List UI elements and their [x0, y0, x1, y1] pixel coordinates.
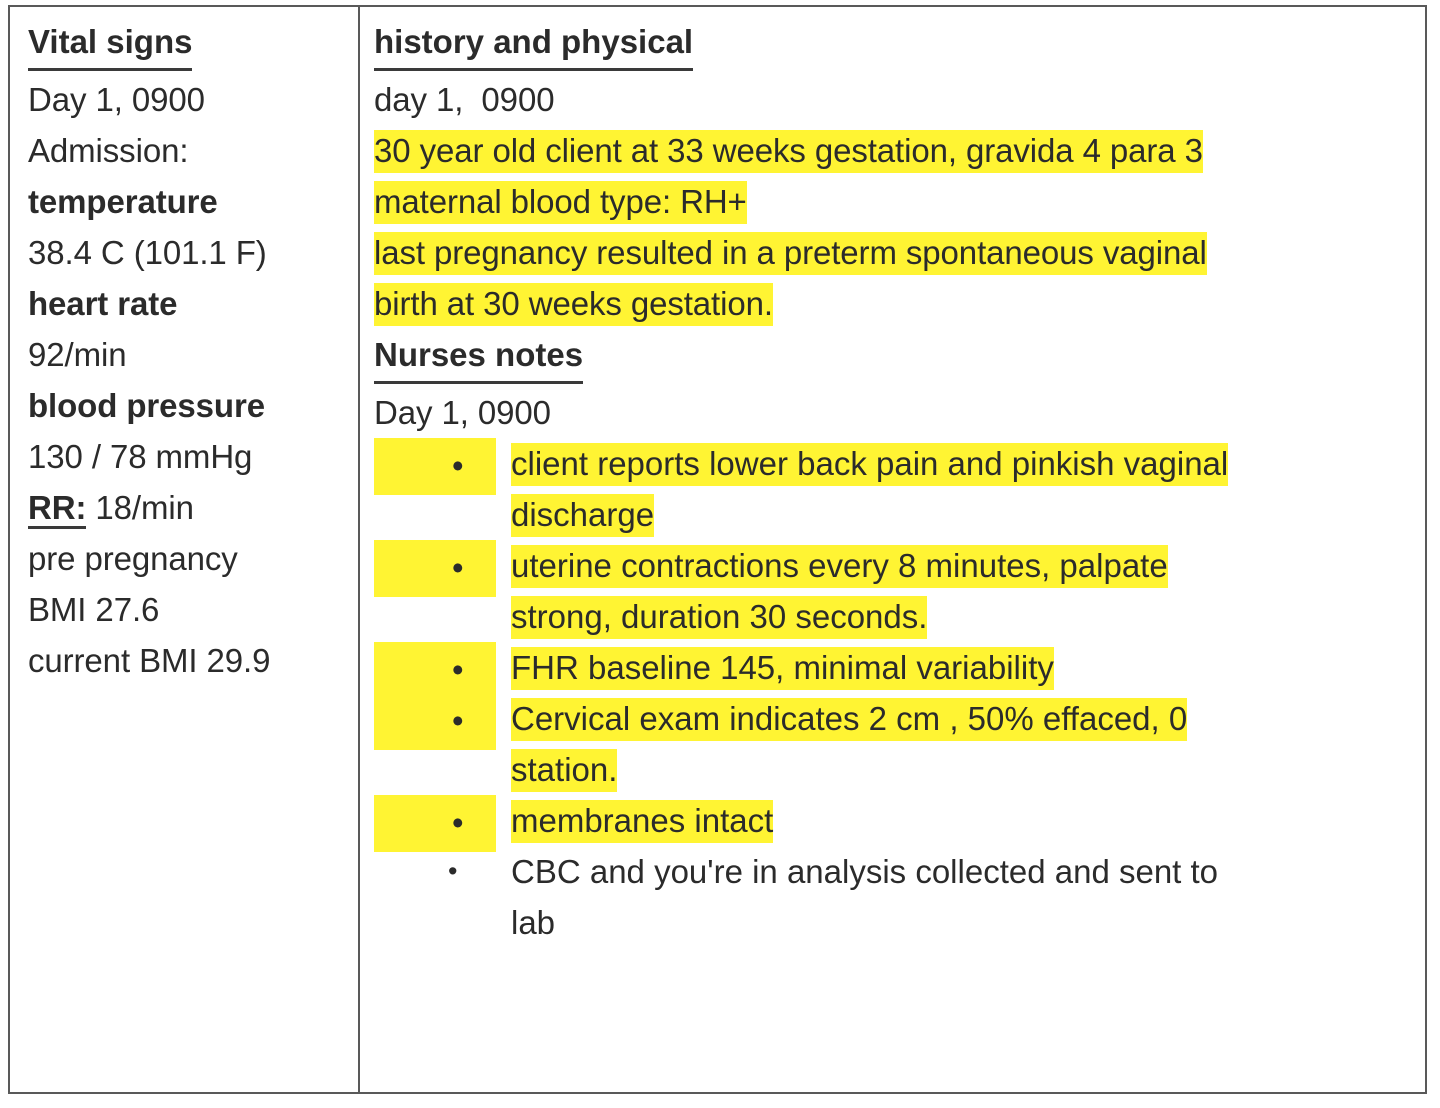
respiratory-rate-value: 18/min	[86, 489, 194, 526]
history-line-2	[374, 176, 1425, 227]
list-item	[374, 846, 1425, 948]
list-item-line: lab	[511, 904, 556, 941]
notes-cell	[360, 7, 1425, 1092]
vital-signs-heading-wrap	[28, 16, 358, 74]
vitals-datetime: Day 1, 0900	[28, 81, 205, 118]
list-item-line: client reports lower back pain and pinkish vaginal	[511, 443, 1228, 486]
history-line-4-text: birth at 30 weeks gestation.	[374, 283, 773, 326]
history-line-4	[374, 278, 1425, 329]
list-item	[374, 693, 1425, 795]
bullet-icon: •	[374, 438, 496, 495]
history-line-1	[374, 125, 1425, 176]
history-datetime: day 1, 0900	[374, 81, 555, 118]
pre-pregnancy-bmi-value: BMI 27.6	[28, 591, 160, 628]
list-item-line: uterine contractions every 8 minutes, palpate	[511, 545, 1168, 588]
history-line-2-text: maternal blood type: RH+	[374, 181, 747, 224]
bullet-icon: •	[374, 693, 496, 750]
heart-rate-label: heart rate	[28, 285, 178, 322]
bullet-icon: •	[448, 856, 458, 886]
history-line-1-text: 30 year old client at 33 weeks gestation, gravida 4 para 3	[374, 130, 1203, 173]
list-item	[374, 642, 1425, 693]
temperature-value: 38.4 C (101.1 F)	[28, 234, 267, 271]
heart-rate-value: 92/min	[28, 336, 127, 373]
list-item-line: FHR baseline 145, minimal variability	[511, 647, 1054, 690]
nurses-notes-datetime: Day 1, 0900	[374, 394, 551, 431]
history-and-physical-heading: history and physical	[374, 16, 693, 71]
blood-pressure-label: blood pressure	[28, 387, 265, 424]
current-bmi-value: current BMI 29.9	[28, 642, 271, 679]
temperature-label: temperature	[28, 183, 218, 220]
list-item-line: station.	[511, 749, 617, 792]
list-item-line: membranes intact	[511, 800, 773, 843]
bullet-icon: •	[374, 540, 496, 597]
bullet-icon: •	[374, 795, 496, 852]
list-item-line: Cervical exam indicates 2 cm , 50% effaced, 0	[511, 698, 1187, 741]
list-item	[374, 540, 1425, 642]
list-item-line: CBC and you're in analysis collected and sent to	[511, 853, 1219, 890]
vitals-context: Admission:	[28, 132, 189, 169]
nurses-notes-heading-wrap	[374, 329, 1425, 387]
history-line-3	[374, 227, 1425, 278]
history-line-3-text: last pregnancy resulted in a preterm spontaneous vaginal	[374, 232, 1207, 275]
nurses-notes-bullet-list	[374, 438, 1425, 948]
pre-pregnancy-bmi-label: pre pregnancy	[28, 540, 238, 577]
list-item-line: strong, duration 30 seconds.	[511, 596, 927, 639]
clinical-record-table	[8, 5, 1427, 1094]
nurses-notes-heading: Nurses notes	[374, 329, 583, 384]
list-item	[374, 795, 1425, 846]
history-heading-wrap	[374, 16, 1425, 74]
respiratory-rate-label: RR:	[28, 489, 86, 529]
bullet-icon: •	[374, 642, 496, 699]
respiratory-rate-row	[28, 482, 358, 533]
blood-pressure-value: 130 / 78 mmHg	[28, 438, 253, 475]
list-item	[374, 438, 1425, 540]
vital-signs-heading: Vital signs	[28, 16, 192, 71]
list-item-line: discharge	[511, 494, 654, 537]
vital-signs-cell	[10, 7, 360, 1092]
